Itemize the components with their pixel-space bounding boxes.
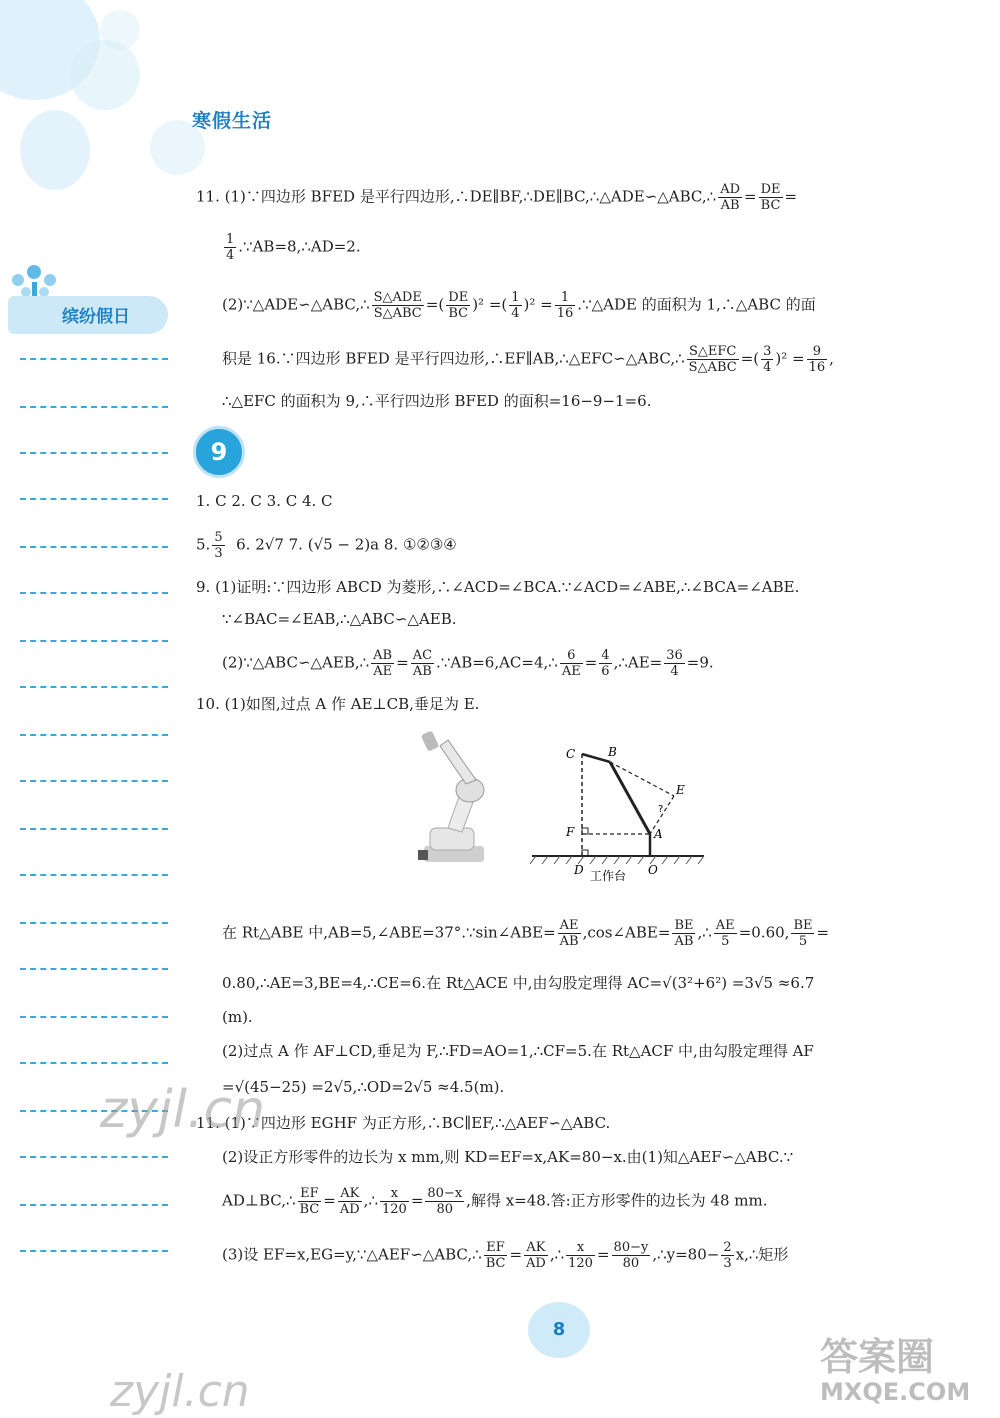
margin-line <box>20 828 168 830</box>
answer-line: 1. C 2. C 3. C 4. C <box>196 492 333 510</box>
section-number-badge: 9 <box>193 426 245 478</box>
answer-line: 11. (1)∵四边形 EGHF 为正方形,∴BC∥EF,∴△AEF∽△ABC. <box>196 1114 611 1132</box>
margin-line <box>20 498 168 500</box>
diagram-label-b: B <box>608 745 617 759</box>
answer-line: 10. (1)如图,过点 A 作 AE⊥CB,垂足为 E. <box>196 695 480 713</box>
diagram-label-a: A <box>654 827 663 841</box>
margin-line <box>20 406 168 408</box>
answer-line: (m). <box>222 1008 253 1026</box>
flower-decoration <box>100 10 140 50</box>
margin-line <box>20 1250 168 1252</box>
answer-line: $\frac{1}{4}$ .∵AB=8,∴AD=2. <box>226 232 361 263</box>
page-header-title: 寒假生活 <box>192 110 273 132</box>
margin-line <box>20 1204 168 1206</box>
answer-line: =√(45−25) =2√5,∴OD=2√5 ≈4.5(m). <box>222 1078 505 1096</box>
answer-line: 11. (1)∵四边形 BFED 是平行四边形,∴DE∥BF,∴DE∥BC,∴△ADE∽△ABC,∴ $\frac{AD}{AB}$ = $\frac{DE}{BC}$ = <box>196 182 798 213</box>
watermark-logo: 答案圈 <box>820 1335 935 1379</box>
margin-line <box>20 1156 168 1158</box>
answer-line: 5. $\frac{5}{3}$ 6. 2√7 7. (√5 − 2)a 8. ①②③④ <box>196 530 457 561</box>
flower-decoration <box>20 110 90 190</box>
margin-line <box>20 546 168 548</box>
margin-line <box>20 1016 168 1018</box>
page-number: 8 <box>528 1302 590 1358</box>
diagram-label-e: E <box>676 783 685 797</box>
answer-line: 在 Rt△ABE 中,AB=5,∠ABE=37°.∵sin∠ABE= $\frac{AE}{AB}$ ,cos∠ABE= $\frac{BE}{AB}$ ,∴ $\frac{AE}{5}$ =0.60, $\frac{BE}{5}$ = <box>222 918 830 949</box>
diagram-caption: 工作台 <box>590 869 627 883</box>
answer-line: 积是 16.∵四边形 BFED 是平行四边形,∴EF∥AB,∴△EFC∽△ABC,∴ $\frac{\text{S△EFC}}{\text{S△ABC}}$ =( $\frac{3}{4}$ )² = $\frac{9}{16}$ , <box>222 344 834 375</box>
margin-line <box>20 592 168 594</box>
answer-line: (2)设正方形零件的边长为 x mm,则 KD=EF=x,AK=80−x.由(1)知△AEF∽△ABC.∵ <box>222 1148 794 1166</box>
sidebar-label: 缤纷假日 <box>62 307 130 327</box>
diagram-label-o: O <box>648 863 658 877</box>
answer-line: (2)∵△ABC∽△AEB,∴ $\frac{AB}{AE}$ = $\frac{AC}{AB}$ .∵AB=6,AC=4,∴ $\frac{6}{AE}$ = $\frac{4}{6}$ ,∴AE= $\frac{36}{4}$ =9. <box>222 648 714 679</box>
answer-line: (2)∵△ADE∽△ABC,∴ $\frac{\text{S△ADE}}{\text{S△ABC}}$ =( $\frac{DE}{BC}$ )² =( $\frac{1}{4}$ )² = $\frac{1}{16}$ .∵△ADE 的面积为 1,∴△ABC 的面 <box>222 290 816 321</box>
margin-line <box>20 922 168 924</box>
margin-line <box>20 358 168 360</box>
answer-line: (3)设 EF=x,EG=y,∵△AEF∽△ABC,∴ $\frac{EF}{BC}$ = $\frac{AK}{AD}$ ,∴ $\frac{x}{120}$ = $\frac{80-y}{80}$ ,∴y=80− $\frac{2}{3}$ x,∴矩形 <box>222 1240 789 1271</box>
answer-line: ∵∠BAC=∠EAB,∴△ABC∽△AEB. <box>222 610 457 628</box>
margin-line <box>20 686 168 688</box>
diagram-label-c: C <box>566 747 576 761</box>
answer-line: AD⊥BC,∴ $\frac{EF}{BC}$ = $\frac{AK}{AD}$ ,∴ $\frac{x}{120}$ = $\frac{80-x}{80}$ ,解得 x=48.答:正方形零件的边长为 48 mm. <box>222 1186 768 1217</box>
robot-arm-image <box>410 728 500 868</box>
watermark-url: MXQE.COM <box>820 1378 971 1406</box>
geometry-diagram <box>526 730 716 890</box>
answer-line: 9. (1)证明:∵四边形 ABCD 为菱形,∴∠ACD=∠BCA.∵∠ACD=∠ABE,∴∠BCA=∠ABE. <box>196 578 800 596</box>
angle-mark: ? <box>658 804 664 815</box>
watermark-text: zyjl.cn <box>100 1080 266 1140</box>
margin-line <box>20 452 168 454</box>
margin-line <box>20 874 168 876</box>
diagram-label-f: F <box>566 825 575 839</box>
margin-line <box>20 734 168 736</box>
margin-line <box>20 968 168 970</box>
margin-line <box>20 1062 168 1064</box>
watermark-text: zyjl.cn <box>110 1366 250 1417</box>
diagram-label-d: D <box>574 863 584 877</box>
answer-line: (2)过点 A 作 AF⊥CD,垂足为 F,∴FD=AO=1,∴CF=5.在 Rt△ACF 中,由勾股定理得 AF <box>222 1042 814 1060</box>
answer-line: ∴△EFC 的面积为 9,∴平行四边形 BFED 的面积=16−9−1=6. <box>222 392 652 410</box>
margin-line <box>20 780 168 782</box>
answer-line: 0.80,∴AE=3,BE=4,∴CE=6.在 Rt△ACE 中,由勾股定理得 AC=√(3²+6²) =3√5 ≈6.7 <box>222 974 815 992</box>
margin-line <box>20 640 168 642</box>
flower-decoration <box>70 40 140 110</box>
